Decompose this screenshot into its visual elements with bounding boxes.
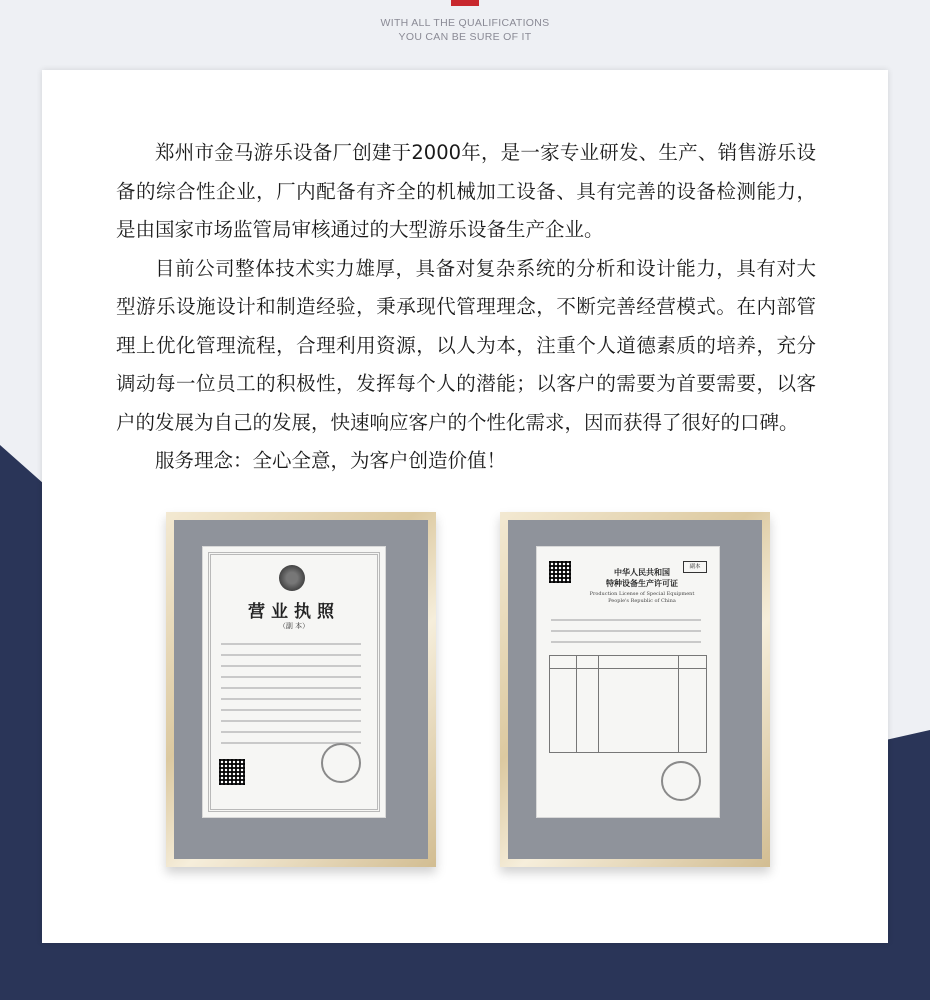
intro-paragraph-3: 服务理念：全心全意，为客户创造价值！ — [155, 449, 507, 472]
qr-code-icon — [549, 561, 571, 583]
english-line-1: Production License of Special Equipment — [589, 591, 695, 597]
production-license-frame — [500, 512, 770, 867]
production-license-document — [536, 546, 720, 818]
business-license-subtitle: （副 本） — [278, 622, 310, 630]
header-line-2: YOU CAN BE SURE OF IT — [398, 31, 532, 43]
business-license-document — [202, 546, 386, 818]
intro-paragraph-2: 目前公司整体技术实力雄厚，具备对复杂系统的分析和设计能力，具有对大型游乐设施设计和制造经验，秉承现代管理理念，不断完善经营模式。在内部管理上优化管理流程，合理利用资源，以人为本，注重个人道德素质的培养，充分调动每一位员工的积极性，发挥每个人的潜能；以客户的需要为首要需要，以客户的发展为自己的发展，快速响应客户的个性化需求，因而获得了很好的口碑。 — [116, 256, 816, 434]
company-intro — [116, 134, 816, 481]
content-card — [42, 70, 888, 943]
production-license-english — [577, 591, 707, 605]
copy-badge: 副本 — [683, 561, 707, 573]
section-header — [0, 16, 930, 44]
title-line-2: 特种设备生产许可证 — [606, 579, 678, 588]
business-license-title: 营业执照 — [248, 602, 340, 622]
intro-paragraph-1: 郑州市金马游乐设备厂创建于2000年，是一家专业研发、生产、销售游乐设备的综合性企业，厂内配备有齐全的机械加工设备、具有完善的设备检测能力，是由国家市场监管局审核通过的大型游乐设备生产企业。 — [116, 141, 816, 241]
license-text-lines — [551, 619, 701, 652]
production-license-title — [577, 567, 707, 589]
qr-code-icon — [219, 759, 245, 785]
license-table — [549, 655, 707, 753]
top-accent-bar — [451, 0, 479, 6]
title-line-1: 中华人民共和国 — [614, 568, 670, 577]
national-emblem-icon — [279, 565, 305, 591]
header-line-1: WITH ALL THE QUALIFICATIONS — [380, 17, 550, 29]
business-license-frame — [166, 512, 436, 867]
english-line-2: People's Republic of China — [608, 598, 676, 604]
official-seal-icon — [661, 761, 701, 801]
official-seal-icon — [321, 743, 361, 783]
license-text-lines — [221, 643, 361, 753]
